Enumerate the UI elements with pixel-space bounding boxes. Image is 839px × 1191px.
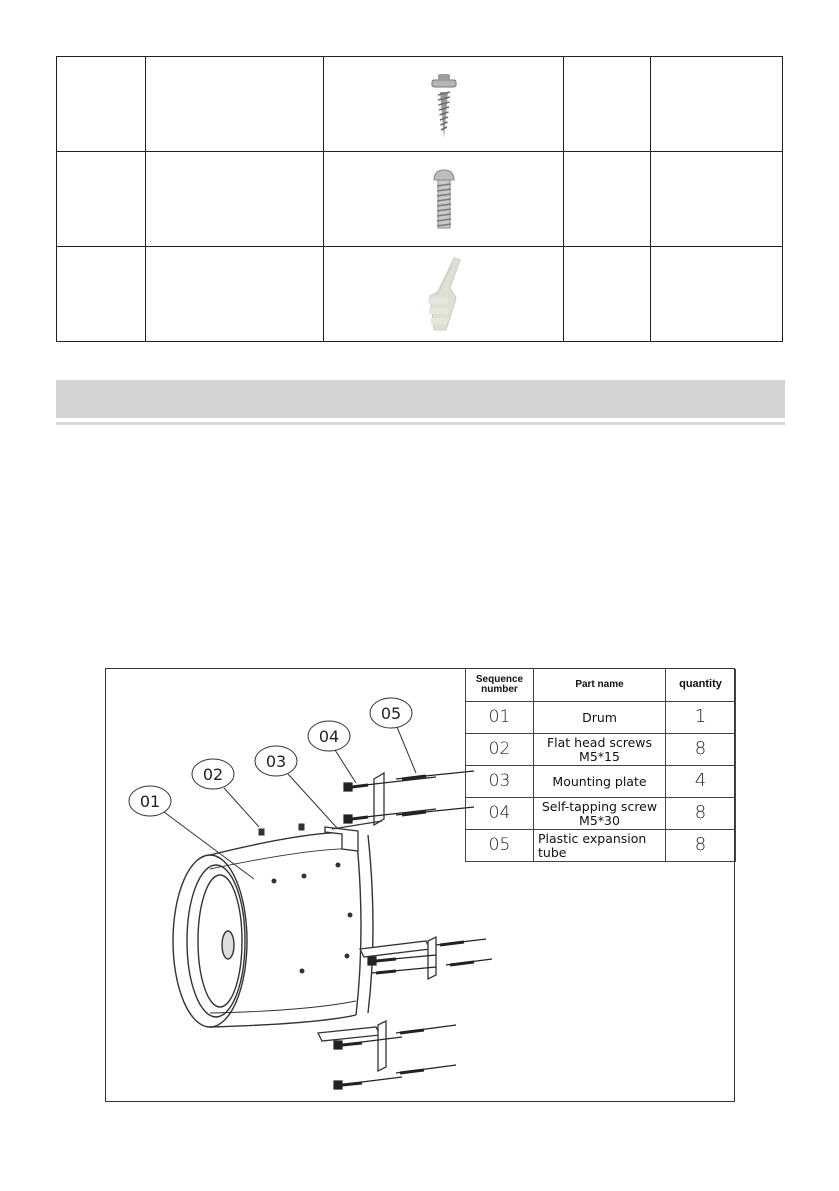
legend-part-name-spec: M5*15 <box>579 748 620 764</box>
legend-seq: 01 <box>466 702 534 734</box>
table-cell <box>651 247 783 342</box>
legend-part-name-spec: tube <box>538 844 567 860</box>
legend-row <box>466 734 736 766</box>
legend-qty: 4 <box>666 766 736 798</box>
table-cell <box>651 152 783 247</box>
plastic-expansion-tube-icon <box>414 252 474 332</box>
legend-header-row <box>466 669 736 702</box>
legend-part-name-text: Drum <box>582 709 617 725</box>
section-header-bar <box>56 380 785 418</box>
legend-seq: 02 <box>466 734 534 766</box>
callout-02-label: 02 <box>202 765 224 784</box>
callout-04-label: 04 <box>318 727 340 746</box>
legend-part-name-text: Plastic expansion <box>538 831 647 847</box>
legend-part-name <box>534 766 666 798</box>
legend-qty: 1 <box>666 702 736 734</box>
legend-part-name-text: Mounting plate <box>552 773 647 789</box>
table-cell <box>57 247 146 342</box>
legend-header-seq <box>466 669 534 702</box>
callout-05-label: 05 <box>380 704 402 723</box>
callout-01-label: 01 <box>139 792 161 811</box>
callout-03 <box>255 746 338 829</box>
parts-table <box>56 56 783 342</box>
table-row <box>57 247 783 342</box>
legend-part-name <box>534 734 666 766</box>
legend-qty: 8 <box>666 734 736 766</box>
mounting-plates-drawing <box>318 773 436 1071</box>
legend-row <box>466 766 736 798</box>
table-cell <box>146 247 324 342</box>
table-cell <box>651 57 783 152</box>
table-cell <box>564 247 651 342</box>
table-cell <box>57 57 146 152</box>
table-cell <box>146 57 324 152</box>
legend-header-name: Part name <box>534 669 666 702</box>
legend-seq: 05 <box>466 830 534 862</box>
legend-row <box>466 798 736 830</box>
table-cell <box>324 57 564 152</box>
self-tapping-screw-icon <box>424 62 464 142</box>
legend-row <box>466 830 736 862</box>
drum-drawing <box>173 832 373 1027</box>
table-cell <box>324 152 564 247</box>
legend-part-name <box>534 798 666 830</box>
section-divider <box>56 422 785 425</box>
legend-seq: 04 <box>466 798 534 830</box>
exploded-diagram <box>105 668 735 1102</box>
legend-qty: 8 <box>666 830 736 862</box>
legend-part-name <box>534 702 666 734</box>
legend-part-name <box>534 830 666 862</box>
legend-row <box>466 702 736 734</box>
callout-04 <box>308 721 356 783</box>
table-row <box>57 57 783 152</box>
parts-legend-table <box>465 669 736 862</box>
table-cell <box>564 152 651 247</box>
flat-head-screws-drawing <box>259 824 304 835</box>
legend-part-name-text: Flat head screws <box>546 735 653 751</box>
callout-02 <box>192 759 259 827</box>
legend-qty: 8 <box>666 798 736 830</box>
legend-seq: 03 <box>466 766 534 798</box>
legend-part-name-text: Self-tapping screw <box>541 799 658 815</box>
table-cell <box>324 247 564 342</box>
table-cell <box>146 152 324 247</box>
legend-header-qty: quantity <box>666 669 736 702</box>
callout-03-label: 03 <box>265 752 287 771</box>
callout-05 <box>370 698 416 773</box>
table-cell <box>564 57 651 152</box>
table-cell <box>57 152 146 247</box>
legend-part-name-spec: M5*30 <box>579 812 620 828</box>
table-row <box>57 152 783 247</box>
legend-header-seq-line1: Sequence <box>475 673 524 685</box>
flat-head-screw-icon <box>424 162 464 232</box>
legend-header-seq-line2: number <box>481 684 518 695</box>
